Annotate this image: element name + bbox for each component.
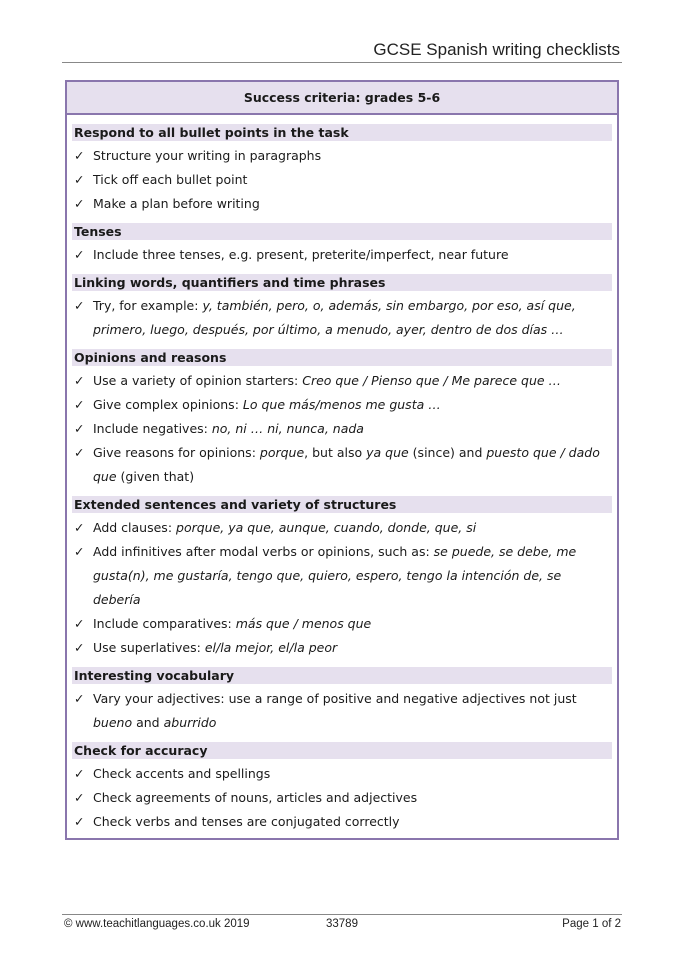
item-text: Give complex opinions: (93, 397, 243, 412)
checkmark-icon: ✓ (74, 766, 85, 781)
spanish-example-text: no, ni … ni, nunca, nada (211, 421, 364, 436)
item-text: , but also (304, 445, 367, 460)
checklist-item (72, 810, 612, 834)
item-text: (given that) (116, 469, 195, 484)
footer-code: 33789 (326, 918, 358, 930)
item-text: Structure your writing in paragraphs (93, 148, 322, 163)
checklist-section (72, 274, 612, 342)
checklist-item (72, 294, 612, 342)
item-text: Use a variety of opinion starters: (93, 373, 303, 388)
item-text: Give reasons for opinions: (93, 445, 260, 460)
footer-divider (62, 914, 622, 915)
spanish-example-text: puesto que / dado que (93, 445, 600, 484)
checklist-section (72, 667, 612, 735)
spanish-example-text: aburrido (163, 715, 217, 730)
checklist-item (72, 393, 612, 417)
header-divider (62, 62, 622, 63)
checkmark-icon: ✓ (74, 397, 85, 412)
checklist-title: Success criteria: grades 5-6 (67, 82, 617, 115)
checkmark-icon: ✓ (74, 814, 85, 829)
section-heading: Linking words, quantifiers and time phrases (72, 274, 612, 291)
checkmark-icon: ✓ (74, 373, 85, 388)
checklist-item (72, 786, 612, 810)
item-text: Include three tenses, e.g. present, preterite/imperfect, near future (93, 247, 509, 262)
spanish-example-text: bueno (93, 715, 133, 730)
checkmark-icon: ✓ (74, 691, 85, 706)
section-heading: Respond to all bullet points in the task (72, 124, 612, 141)
spanish-example-text: más que / menos que (235, 616, 372, 631)
footer-copyright: © www.teachitlanguages.co.uk 2019 (64, 918, 250, 930)
spanish-example-text: porque (259, 445, 305, 460)
spanish-example-text: ya que (366, 445, 409, 460)
section-heading: Tenses (72, 223, 612, 240)
item-text: Try, for example: (93, 298, 203, 313)
checkmark-icon: ✓ (74, 616, 85, 631)
checklist-item (72, 687, 612, 735)
checklist-item (72, 417, 612, 441)
checklist-item (72, 540, 612, 612)
section-heading: Interesting vocabulary (72, 667, 612, 684)
checkmark-icon: ✓ (74, 196, 85, 211)
checklist-section (72, 223, 612, 267)
checkmark-icon: ✓ (74, 445, 85, 460)
checkmark-icon: ✓ (74, 640, 85, 655)
checklist-item (72, 369, 612, 393)
spanish-example-text: Lo que más/menos me gusta … (242, 397, 441, 412)
item-text: (since) and (408, 445, 487, 460)
checklist-item (72, 441, 612, 489)
checkmark-icon: ✓ (74, 790, 85, 805)
item-text: Check verbs and tenses are conjugated correctly (93, 814, 400, 829)
item-text: Check agreements of nouns, articles and adjectives (93, 790, 418, 805)
checklist-item (72, 636, 612, 660)
spanish-example-text: el/la mejor, el/la peor (204, 640, 338, 655)
section-heading: Extended sentences and variety of structures (72, 496, 612, 513)
checklist-section (72, 742, 612, 834)
item-text: Include comparatives: (93, 616, 236, 631)
document-title: GCSE Spanish writing checklists (373, 40, 620, 59)
checklist-section (72, 349, 612, 489)
spanish-example-text: y, también, pero, o, además, sin embargo, por eso, así que, primero, luego, después, por último, a menudo, ayer, dentro de dos días … (93, 298, 576, 337)
checklist-item (72, 168, 612, 192)
checkmark-icon: ✓ (74, 544, 85, 559)
item-text: Use superlatives: (93, 640, 205, 655)
item-text: Add clauses: (93, 520, 177, 535)
checklist-item (72, 243, 612, 267)
spanish-example-text: porque, ya que, aunque, cuando, donde, que, si (176, 520, 477, 535)
checklist-item (72, 762, 612, 786)
checklist-item (72, 192, 612, 216)
checklist-box (65, 80, 619, 840)
checkmark-icon: ✓ (74, 172, 85, 187)
item-text: and (132, 715, 164, 730)
item-text: Tick off each bullet point (93, 172, 248, 187)
spanish-example-text: se puede, se debe, me gusta(n), me gustaría, tengo que, quiero, espero, tengo la intención de, se debería (93, 544, 577, 607)
item-text: Include negatives: (93, 421, 212, 436)
checklist-sections (67, 115, 617, 834)
footer-page-number: Page 1 of 2 (562, 918, 621, 930)
checklist-section (72, 124, 612, 216)
checkmark-icon: ✓ (74, 421, 85, 436)
checklist-item (72, 612, 612, 636)
checkmark-icon: ✓ (74, 298, 85, 313)
checklist-item (72, 516, 612, 540)
checkmark-icon: ✓ (74, 520, 85, 535)
item-text: Vary your adjectives: use a range of positive and negative adjectives not just (93, 691, 577, 706)
item-text: Check accents and spellings (93, 766, 271, 781)
checkmark-icon: ✓ (74, 148, 85, 163)
item-text: Add infinitives after modal verbs or opinions, such as: (93, 544, 434, 559)
item-text: Make a plan before writing (93, 196, 260, 211)
section-heading: Check for accuracy (72, 742, 612, 759)
checkmark-icon: ✓ (74, 247, 85, 262)
checklist-item (72, 144, 612, 168)
spanish-example-text: Creo que / Pienso que / Me parece que … (302, 373, 562, 388)
section-heading: Opinions and reasons (72, 349, 612, 366)
checklist-section (72, 496, 612, 660)
